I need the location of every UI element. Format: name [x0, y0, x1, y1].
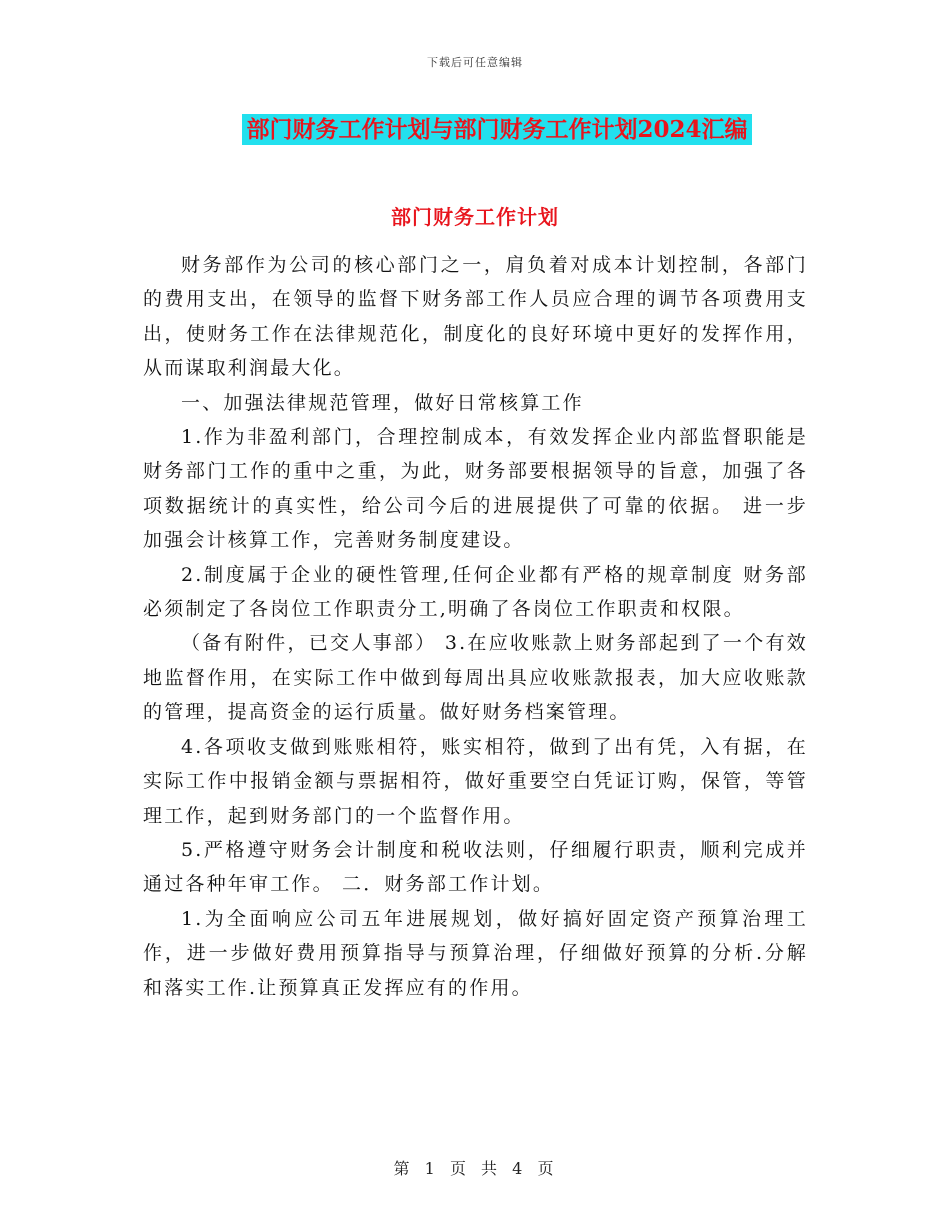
document-title: 部门财务工作计划与部门财务工作计划2024汇编 [242, 114, 751, 145]
document-title-container [0, 114, 950, 145]
footer-total-pages: 4 [512, 1159, 526, 1178]
page-header-note: 下载后可任意编辑 [427, 56, 523, 69]
page-footer [0, 1156, 950, 1179]
section-title: 部门财务工作计划 [391, 205, 559, 229]
paragraph-heading-1: 一、加强法律规范管理，做好日常核算工作 [181, 391, 584, 414]
footer-page-prefix: 第 [393, 1159, 413, 1178]
footer-page-number: 1 [424, 1159, 438, 1178]
paragraph-item-3: （备有附件，已交人事部） 3.在应收账款上财务部起到了一个有效地监督作用，在实际工作中做到每周出具应收账款报表，加大应收账款的管理，提高资金的运行质量。做好财务档案管理。 [143, 632, 808, 724]
paragraph-plan-1: 1.为全面响应公司五年进展规划，做好搞好固定资产预算治理工作，进一步做好费用预算指导与预算治理，仔细做好预算的分析.分解和落实工作.让预算真正发挥应有的作用。 [143, 907, 808, 999]
document-body [143, 248, 808, 1005]
footer-page-unit: 页 [449, 1159, 469, 1178]
footer-total-unit: 页 [537, 1159, 557, 1178]
paragraph-intro: 财务部作为公司的核心部门之一，肩负着对成本计划控制，各部门的费用支出，在领导的监督下财务部工作人员应合理的调节各项费用支出，使财务工作在法律规范化，制度化的良好环境中更好的发挥作用，从而谋取利润最大化。 [143, 254, 808, 380]
paragraph-item-2: 2.制度属于企业的硬性管理,任何企业都有严格的规章制度 财务部必须制定了各岗位工作职责分工,明确了各岗位工作职责和权限。 [143, 563, 808, 621]
paragraph-item-1: 1.作为非盈利部门，合理控制成本，有效发挥企业内部监督职能是财务部门工作的重中之重，为此，财务部要根据领导的旨意，加强了各项数据统计的真实性，给公司今后的进展提供了可靠的依据。 进一步加强会计核算工作，完善财务制度建设。 [143, 426, 808, 552]
paragraph-item-4: 4.各项收支做到账账相符，账实相符，做到了出有凭，入有据，在实际工作中报销金额与票据相符，做好重要空白凭证订购，保管，等管理工作，起到财务部门的一个监督作用。 [143, 735, 808, 827]
footer-total-prefix: 共 [481, 1159, 501, 1178]
paragraph-item-5: 5.严格遵守财务会计制度和税收法则，仔细履行职责，顺利完成并通过各种年审工作。 二．财务部工作计划。 [143, 838, 808, 896]
